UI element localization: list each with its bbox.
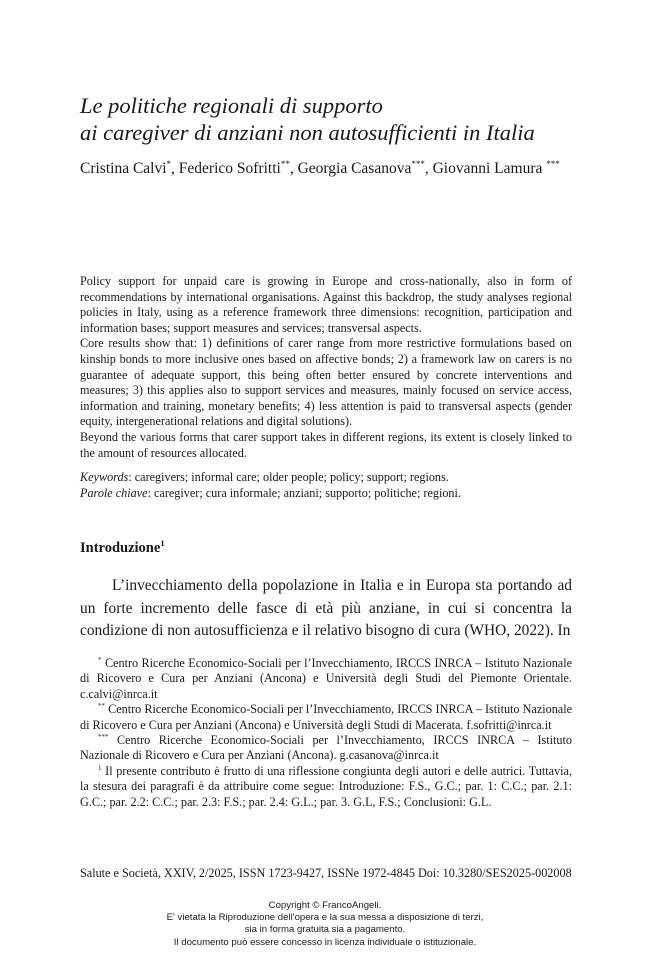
parole-chiave-label: Parole chiave [80, 485, 148, 500]
section-footnote-mark: 1 [160, 538, 165, 549]
footnote [80, 733, 572, 764]
title-line-1: Le politiche regionali di supporto [80, 93, 383, 118]
author-affiliation-mark: * [166, 158, 172, 169]
footnote [80, 702, 572, 733]
copyright-line: E' vietata la Riproduzione dell'opera e la sua messa a disposizione di terzi, [166, 912, 484, 924]
abstract-paragraph: Core results show that: 1) definitions of carer range from more restrictive formulations based on kinship bonds to more inclusive ones based on affective bonds; 2) a framework law on carers is no guarantee of adequate support, this being often better ensured by concrete interventions and measures; 3) this applies also to support services and measures, mainly focused on service access, information and training, monetary benefits; 4) less attention is paid to transversal aspects (gender equity, intergenerational relations and digital solutions). [80, 336, 572, 429]
author-separator: , [424, 160, 433, 177]
keywords-en [80, 470, 572, 486]
author-name: Federico Sofritti [178, 160, 281, 177]
abstract-paragraph: Policy support for unpaid care is growing in Europe and cross-nationally, also in form of recommendations by international organisations. Against this backdrop, the study analyses regional policies in Italy, using as a reference framework three dimensions: recognition, participation and information bases; support measures and services; transversal aspects. [80, 274, 572, 335]
author-separator: , [171, 160, 179, 177]
footnotes [80, 656, 572, 810]
footnote-text: Centro Ricerche Economico-Sociali per l’Invecchiamento, IRCCS INRCA – Istituto Nazionale di Ricovero e Cura per Anziani (Ancona) e Università degli Studi del Piemonte Orientale. c.calvi@inrca.it [80, 656, 573, 701]
article-title [80, 92, 600, 146]
parole-chiave-text: : caregiver; cura informale; anziani; supporto; politiche; regioni. [147, 485, 461, 500]
copyright-line: Copyright © FrancoAngeli. [268, 900, 382, 911]
abstract-paragraph: Beyond the various forms that carer support takes in different regions, its extent is closely linked to the amount of resources allocated. [80, 429, 572, 460]
copyright-line: Il documento può essere concesso in licenza individuale o istituzionale. [173, 936, 477, 948]
footnote-text: Il presente contributo è frutto di una riflessione congiunta degli autori e delle autrici. Tuttavia, la stesura dei paragrafi è da attribuire come segue: Introduzione: F.S., G.C.; par. 1: C.C.; par. 2.1: G.C.; par. 2.2: C.C.; par. 2.3: F.S.; par. 2.4: G.L.; par. 3. G.L, F.S.; Conclusioni: G.L. [80, 763, 573, 809]
footnote [80, 656, 572, 702]
intro-paragraph: L’invecchiamento della popolazione in Italia e in Europa sta portando ad un forte incremento delle fasce di età più anziane, in cui si concentra la condizione di non autosufficienza e il relativo bisogno di cura (WHO, 2022). In [80, 577, 572, 640]
abstract [80, 274, 572, 461]
keywords-block [80, 470, 572, 501]
author-separator: , [289, 160, 298, 177]
title-line-2: ai caregiver di anziani non autosufficienti in Italia [80, 120, 535, 145]
copyright-notice [0, 900, 650, 949]
keywords-it [80, 486, 572, 502]
author-name: Cristina Calvi [80, 160, 167, 177]
copyright-line: sia in forma gratuita sia a pagamento. [244, 924, 406, 936]
keywords-text: : caregivers; informal care; older people; policy; support; regions. [128, 470, 449, 484]
author-affiliation-mark: ** [280, 158, 290, 169]
journal-citation: Salute e Società, XXIV, 2/2025, ISSN 1723-9427, ISSNe 1972-4845 Doi: 10.3280/SES2025-002008 [80, 866, 572, 880]
footnote-mark: ** [98, 702, 105, 711]
footnote-text: Centro Ricerche Economico-Sociali per l’Invecchiamento, IRCCS INRCA – Istituto Nazionale di Ricovero e Cura per Anziani (Ancona) e Università degli Studi di Macerata. f.sofritti@inrca.it [80, 702, 573, 732]
author-name: Giovanni Lamura [432, 160, 543, 177]
section-heading-text: Introduzione [80, 540, 161, 556]
author-list [80, 160, 600, 178]
footnote-text: Centro Ricerche Economico-Sociali per l’Invecchiamento, IRCCS INRCA – Istituto Nazionale di Ricovero e Cura per Anziani (Ancona). g.casanova@inrca.it [80, 733, 572, 763]
footnote-mark: *** [98, 732, 109, 741]
author-affiliation-mark: *** [411, 158, 425, 169]
author-name: Georgia Casanova [297, 160, 412, 177]
footnote-mark: 1 [98, 763, 102, 772]
keywords-label: Keywords [80, 470, 129, 484]
footnote [80, 764, 572, 810]
author-affiliation-mark: *** [546, 158, 560, 169]
section-heading [80, 540, 165, 557]
footnote-mark: * [98, 655, 102, 664]
